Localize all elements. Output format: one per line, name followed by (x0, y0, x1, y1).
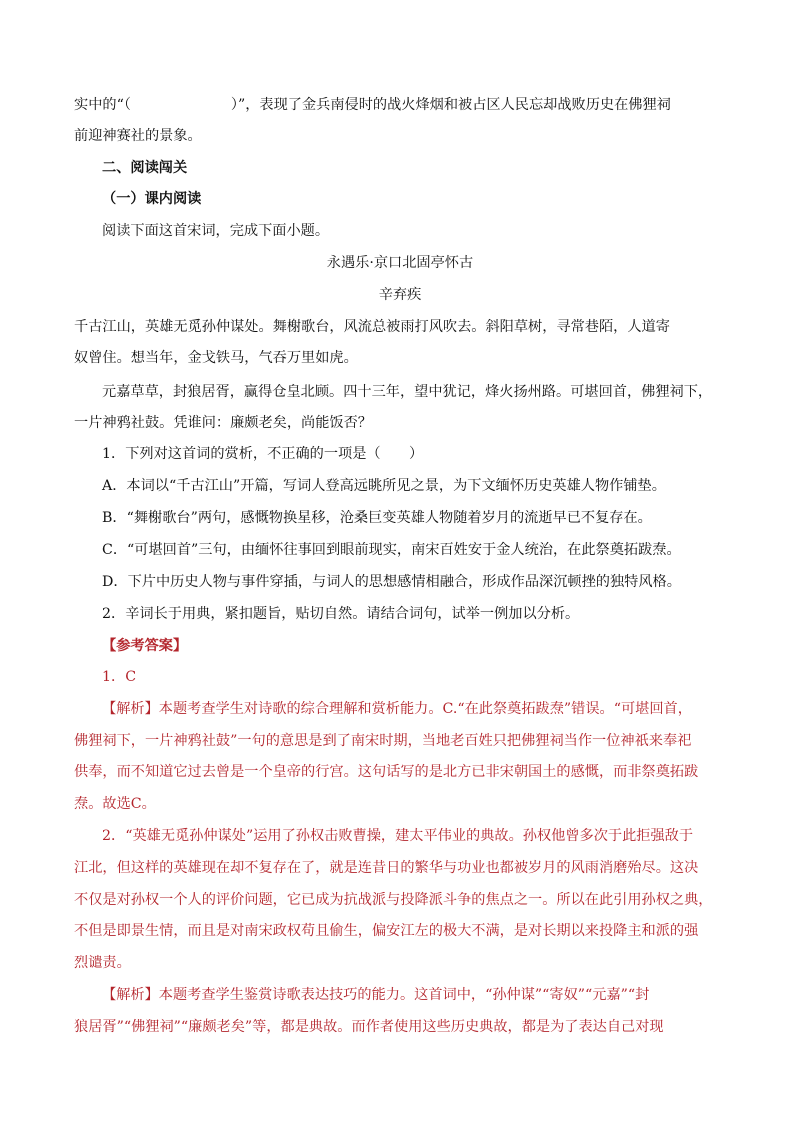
poem-title: 永遇乐·京口北固亭怀古 (326, 255, 474, 271)
instruction: 阅读下面这首宋词，完成下面小题。 (102, 223, 330, 239)
answer-1: 1．C (102, 669, 137, 685)
intro-text-a: 实中的“（ (74, 97, 131, 113)
poem-author: 辛弃疾 (378, 287, 422, 303)
answer-2-line5: 烈谴责。 (74, 955, 131, 971)
question-1: 1．下列对这首词的赏析，不正确的一项是（ ） (102, 446, 424, 462)
answer-2-line3: 不仅是对孙权一个人的评价问题，它已成为抗战派与投降派斗争的焦点之一。所以在此引用孙权之典， (74, 892, 713, 908)
explanation-1-line4: 焘。故选C。 (74, 796, 156, 812)
answer-2-line2: 江北，但这样的英雄现在却不复存在了，就是连昔日的繁华与功业也都被岁月的风雨消磨殆尽。这决 (74, 860, 699, 876)
intro-line-1 (74, 95, 726, 115)
question-2: 2．辛词长于用典，紧扣题旨，贴切自然。请结合词句，试举一例加以分析。 (102, 606, 580, 622)
option-c: C．“可堪回首”三句，由缅怀往事回到眼前现实，南宋百姓安于金人统治，在此祭奠拓跋焘。 (102, 542, 681, 558)
explanation-1-line2: 佛狸祠下，一片神鸦社鼓”一句的意思是到了南宋时期，当地老百姓只把佛狸祠当作一位神祇来奉祀 (74, 733, 692, 749)
option-d: D．下片中历史人物与事件穿插，与词人的思想感情相融合，形成作品深沉顿挫的独特风格。 (102, 574, 681, 590)
answer-2-line1: 2．“英雄无觅孙仲谋处”运用了孙权击败曹操，建太平伟业的典故。孙权他曾多次于此拒强敌于 (102, 828, 694, 844)
option-a: A．本词以“千古江山”开篇，写词人登高远眺所见之景，为下文缅怀历史英雄人物作铺垫。 (102, 478, 666, 494)
poem-para1-line1: 千古江山，英雄无觅孙仲谋处。舞榭歌台，风流总被雨打风吹去。斜阳草树，寻常巷陌，人道寄 (74, 319, 670, 335)
answer-heading: 【参考答案】 (102, 638, 188, 654)
intro-line-2: 前迎神赛社的景象。 (74, 128, 202, 144)
section-title: 二、阅读闯关 (102, 160, 188, 176)
explanation-1-line3: 供奉，而不知道它过去曾是一个皇帝的行宫。这句话写的是北方已非宋朝国土的感慨，而非祭奠拓跋 (74, 764, 699, 780)
poem-para2-line2: 一片神鸦社鼓。凭谁问：廉颇老矣，尚能饭否？ (74, 415, 372, 431)
explanation-2-line2: 狼居胥”“佛狸祠”“廉颇老矣”等，都是典故。而作者使用这些历史典故，都是为了表达自己对现 (74, 1019, 664, 1035)
subsection-title: （一）课内阅读 (102, 191, 202, 207)
option-b: B．“舞榭歌台”两句，感慨物换星移，沧桑巨变英雄人物随着岁月的流逝早已不复存在。 (102, 510, 652, 526)
answer-2-line4: 不但是即景生情，而且是对南宋政权苟且偷生，偏安江左的极大不满，是对长期以来投降主和派的强 (74, 923, 699, 939)
explanation-2-line1: 【解析】本题考查学生鉴赏诗歌表达技巧的能力。这首词中，“孙仲谋”“寄奴”“元嘉”“封 (102, 987, 650, 1003)
explanation-1-line1: 【解析】本题考查学生对诗歌的综合理解和赏析能力。C.“在此祭奠拓跋焘”错误。“可堪回首， (102, 701, 692, 717)
poem-para2-line1: 元嘉草草，封狼居胥，赢得仓皇北顾。四十三年，望中犹记，烽火扬州路。可堪回首，佛狸祠下， (102, 384, 713, 400)
poem-para1-line2: 奴曾住。想当年，金戈铁马，气吞万里如虎。 (74, 350, 358, 366)
intro-text-b: ）”，表现了金兵南侵时的战火烽烟和被占区人民忘却战败历史在佛狸祠 (230, 97, 671, 113)
